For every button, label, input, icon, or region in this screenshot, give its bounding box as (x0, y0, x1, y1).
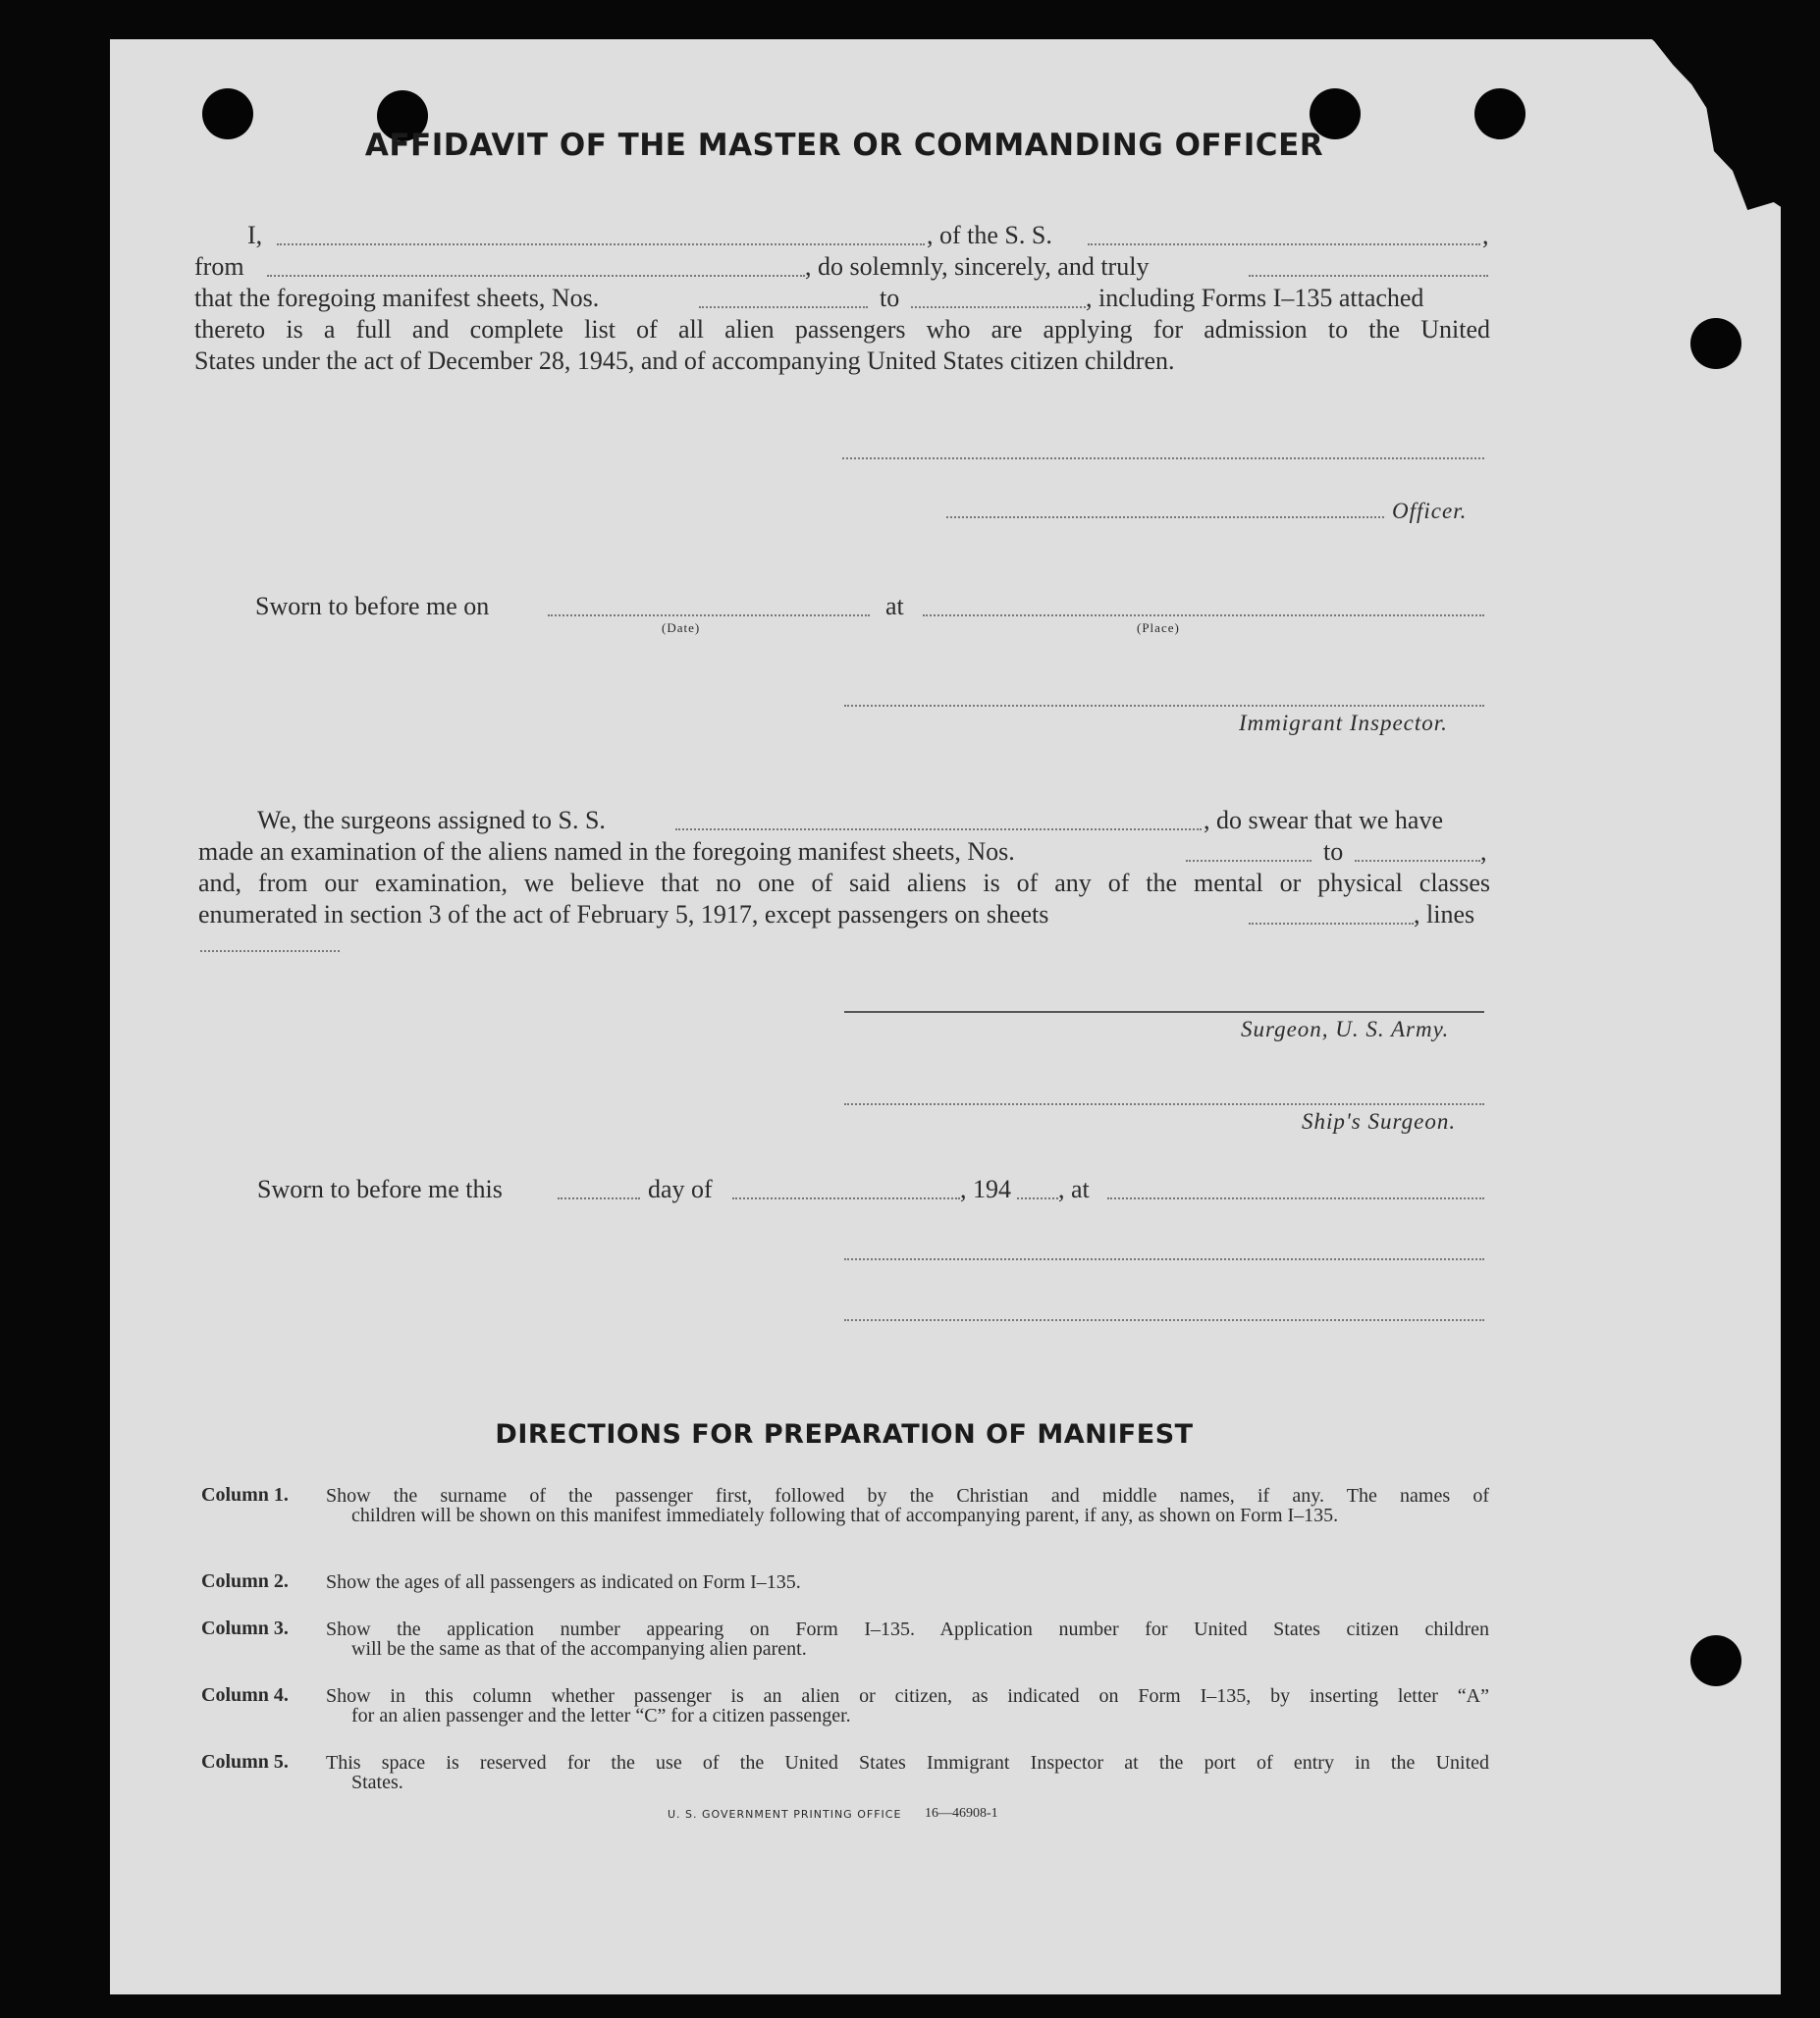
officer-caption: Officer. (1392, 499, 1468, 523)
affidavit-forms: , including Forms I–135 attached (1086, 284, 1424, 312)
sworn-place-field[interactable] (923, 614, 1484, 616)
sworn-day-field[interactable] (558, 1197, 640, 1199)
ship-surgeon-caption: Ship's Surgeon. (1302, 1109, 1457, 1134)
column-5-text (326, 1753, 1489, 1792)
affidavit-of-ss: , of the S. S. (927, 221, 1052, 249)
column-4-rest: for an alien passenger and the letter “C” for a citizen passenger. (351, 1705, 851, 1726)
column-1-text (326, 1486, 1489, 1525)
punch-hole (1690, 1635, 1741, 1686)
officer-signature-field[interactable] (842, 457, 1484, 459)
surgeons-ship-field[interactable] (675, 828, 1202, 830)
column-5-rest: States. (351, 1772, 403, 1793)
affidavit-sheets: that the foregoing manifest sheets, Nos. (194, 284, 600, 312)
column-5-first: This space is reserved for the use of the United States Immigrant Inspector at the port of entry in the United (326, 1752, 1489, 1774)
sworn-this: Sworn to before me this (257, 1175, 503, 1203)
army-surgeon-signature-field[interactable] (844, 1011, 1484, 1013)
affidavit-to: to (880, 284, 900, 312)
affidavit-from: from (194, 252, 244, 281)
column-2-text (326, 1572, 1489, 1592)
sworn-year: , 194 (960, 1175, 1011, 1203)
affidavit-text-4: thereto is a full and complete list of all alien passengers who are applying for admission to the United (194, 315, 1490, 344)
sworn-month-field[interactable] (732, 1197, 960, 1199)
swear-field[interactable] (1249, 275, 1488, 277)
punch-hole (1474, 88, 1526, 139)
punch-hole (1690, 318, 1741, 369)
affidavit-solemnly: , do solemnly, sincerely, and truly (805, 252, 1150, 281)
sworn-day-of: day of (648, 1175, 713, 1203)
inspector-signature-field[interactable] (844, 705, 1484, 707)
date-caption: (Date) (662, 620, 701, 635)
surgeons-swear: , do swear that we have (1204, 806, 1444, 834)
column-1-first: Show the surname of the passenger first, followed by the Christian and middle names, if any. The names of (326, 1485, 1489, 1507)
surgeons-text-3: and, from our examination, we believe that no one of said aliens is of any of the mental or physical classes (198, 869, 1490, 897)
ship-surgeon-signature-field[interactable] (844, 1103, 1484, 1105)
sworn-before-on: Sworn to before me on (255, 592, 490, 620)
officiant-signature-field[interactable] (844, 1258, 1484, 1260)
affidavit-comma: , (1482, 221, 1489, 249)
sworn-at: at (885, 592, 904, 620)
sheets-to-field[interactable] (911, 306, 1086, 308)
army-surgeon-caption: Surgeon, U. S. Army. (1241, 1017, 1450, 1041)
exception-lines-field[interactable] (200, 950, 340, 952)
column-3-first: Show the application number appearing on Form I–135. Application number for United States citizen children (326, 1619, 1489, 1640)
column-3-text (326, 1620, 1489, 1659)
surgeons-lines: , lines (1414, 900, 1475, 929)
exam-sheets-from-field[interactable] (1186, 860, 1311, 862)
affidavit-title: AFFIDAVIT OF THE MASTER OR COMMANDING OFFICER (364, 128, 1324, 163)
column-3-rest: will be the same as that of the accompanying alien parent. (351, 1638, 807, 1660)
affidavit-i: I, (247, 221, 263, 249)
surgeons-comma: , (1480, 837, 1487, 866)
column-2-label: Column 2. (201, 1570, 289, 1592)
column-3-label: Column 3. (201, 1618, 289, 1639)
surgeons-enumerated: enumerated in section 3 of the act of February 5, 1917, except passengers on sheets (198, 900, 1049, 929)
affidavit-text-5: States under the act of December 28, 1945, and of accompanying United States citizen children. (194, 346, 1175, 375)
exam-sheets-to-field[interactable] (1355, 860, 1480, 862)
master-name-field[interactable] (277, 243, 925, 245)
column-1-rest: children will be shown on this manifest immediately following that of accompanying parent, if any, as shown on Form I–135. (351, 1505, 1339, 1526)
form-number: 16—46908-1 (925, 1806, 998, 1821)
sworn-date-field[interactable] (548, 614, 870, 616)
column-1-label: Column 1. (201, 1484, 289, 1506)
exception-sheets-field[interactable] (1249, 923, 1414, 925)
printing-office: U. S. GOVERNMENT PRINTING OFFICE (668, 1808, 902, 1821)
sheets-from-field[interactable] (699, 306, 868, 308)
ship-name-field[interactable] (1088, 243, 1480, 245)
sworn-place-field-2[interactable] (1107, 1197, 1484, 1199)
column-4-text (326, 1686, 1489, 1726)
port-from-field[interactable] (267, 275, 805, 277)
sworn-at-2: , at (1058, 1175, 1090, 1203)
officiant-title-field[interactable] (844, 1319, 1484, 1321)
column-4-label: Column 4. (201, 1684, 289, 1706)
column-4-first: Show in this column whether passenger is an alien or citizen, as indicated on Form I–135, by inserting letter “A” (326, 1685, 1489, 1707)
inspector-caption: Immigrant Inspector. (1239, 711, 1448, 735)
surgeons-to: to (1323, 837, 1344, 866)
column-2-first: Show the ages of all passengers as indicated on Form I–135. (326, 1571, 801, 1593)
directions-title: DIRECTIONS FOR PREPARATION OF MANIFEST (495, 1419, 1194, 1450)
punch-hole (202, 88, 253, 139)
surgeons-assigned: We, the surgeons assigned to S. S. (257, 806, 606, 834)
sworn-year-field[interactable] (1017, 1197, 1058, 1199)
officer-title-field[interactable] (946, 516, 1384, 518)
column-5-label: Column 5. (201, 1751, 289, 1773)
surgeons-examination: made an examination of the aliens named in the foregoing manifest sheets, Nos. (198, 837, 1015, 866)
place-caption: (Place) (1137, 620, 1180, 635)
